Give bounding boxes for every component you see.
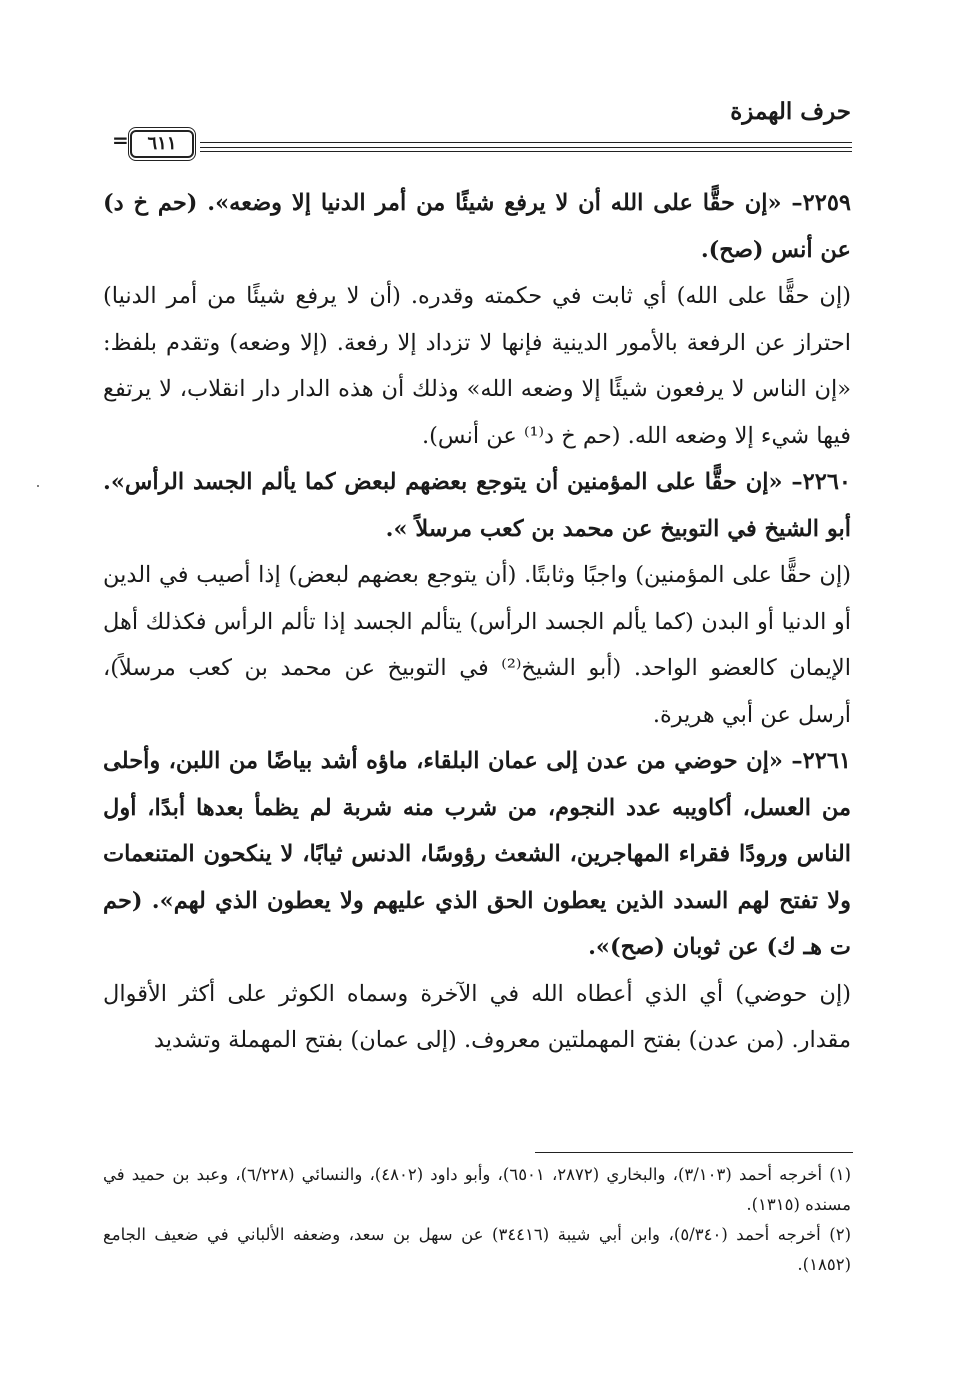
- commentary-2260: (إن حقًّا على المؤمنين) واجبًا وثابتًا. (أن يتوجع بعضهم لبعض) إذا أصيب في الدين أو الدنيا أو البدن (كما يألم الجسد الرأس) يتألم الجسد إذا تألم الرأس فكذلك أهل الإيمان كالعضو الواحد. (أبو الشيخ⁽²⁾ في التوبيخ عن محمد بن كعب مرسلاً)، أرسل عن أبي هريرة.: [103, 562, 851, 728]
- page-number-box: ٦١١: [130, 130, 194, 158]
- hadith-2260: ٢٢٦٠– «إن حقًّا على المؤمنين أن يتوجع بعضهم لبعض كما يألم الجسد الرأس». أبو الشيخ في التوبيخ عن محمد بن كعب مرسلاً ».: [103, 469, 851, 542]
- main-text: [103, 180, 851, 1064]
- header-left-mark: =: [112, 128, 129, 152]
- footnote-separator: [535, 1152, 853, 1153]
- header-rule-middle: [200, 147, 852, 148]
- header-rule-bottom: [200, 151, 852, 152]
- commentary-2261: (إن حوضي) أي الذي أعطاه الله في الآخرة وسماه الكوثر على أكثر الأقوال مقدار. (من عدن) بفتح المهملتين معروف. (إلى عمان) بفتح المهملة وتشديد: [103, 980, 851, 1053]
- footnotes: [103, 1160, 851, 1280]
- scan-speck: [37, 485, 39, 487]
- hadith-2259: ٢٢٥٩– «إن حقًّا على الله أن لا يرفع شيئًا من أمر الدنيا إلا وضعه». (حم خ د) عن أنس (صح).: [103, 190, 851, 263]
- footnote-2: (٢) أخرجه أحمد (٥/٣٤٠)، وابن أبي شيبة (٣٤٤١٦) عن سهل بن سعد، وضعفه الألباني في ضعيف الجامع (١٨٥٢).: [103, 1225, 851, 1274]
- commentary-2259: (إن حقًّا على الله) أي ثابت في حكمته وقدره. (أن لا يرفع شيئًا من أمر الدنيا) احتراز عن الرفعة بالأمور الدينية فإنها لا تزداد إلا رفعة. (إلا وضعه) وتقدم بلفظ: «إن الناس لا يرفعون شيئًا إلا وضعه الله» وذلك أن هذه الدار دار انقلاب، لا يرتفع فيها شيء إلا وضعه الله. (حم خ د⁽¹⁾ عن أنس).: [103, 283, 851, 449]
- hadith-2261: ٢٢٦١– «إن حوضي من عدن إلى عمان البلقاء، ماؤه أشد بياضًا من اللبن، وأحلى من العسل، أكاويبه عدد النجوم، من شرب منه شربة لم يظمأ بعدها أبدًا، أول الناس ورودًا فقراء المهاجرين، الشعث رؤوسًا، الدنس ثيابًا، لا ينكحون المتنعمات ولا تفتح لهم السدد الذين يعطون الحق الذي عليهم ولا يعطون الذي لهم». (حم ت هـ ك) عن ثوبان (صح)».: [103, 748, 851, 960]
- footnote-1: (١) أخرجه أحمد (٣/١٠٣)، والبخاري (٢٨٧٢، ٦٥٠١)، وأبو داود (٤٨٠٢)، والنسائي (٦/٢٢٨)، وعبد بن حميد في مسنده (١٣١٥).: [103, 1165, 852, 1214]
- header-rule-top: [200, 142, 852, 143]
- running-header-title: حرف الهمزة: [730, 98, 851, 125]
